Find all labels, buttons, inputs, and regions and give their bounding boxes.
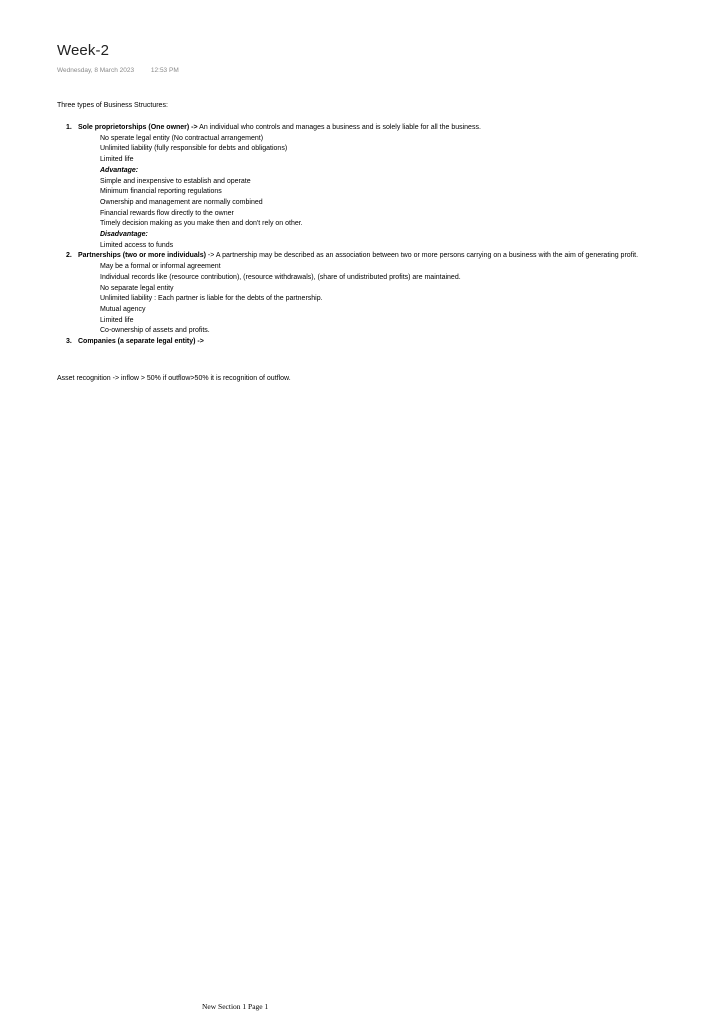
point-item: Financial rewards flow directly to the owner	[100, 209, 234, 217]
point-item: Simple and inexpensive to establish and operate	[100, 177, 251, 185]
point-item: Unlimited liability : Each partner is liable for the debts of the partnership.	[100, 295, 323, 303]
structure-number: 2.	[66, 252, 72, 260]
page-footer: New Section 1 Page 1	[202, 1002, 269, 1011]
point-item: Timely decision making as you make then and don't rely on other.	[100, 220, 303, 228]
point-subheading: Disadvantage:	[100, 231, 148, 239]
point-item: Limited access to funds	[100, 241, 174, 249]
page-time: 12:53 PM	[150, 67, 179, 74]
point-item: Individual records like (resource contribution), (resource withdrawals), (share of undistributed profits) are maintained.	[100, 273, 461, 281]
point-item: Ownership and management are normally combined	[100, 198, 263, 206]
business-structures-list	[66, 123, 638, 348]
intro-text: Three types of Business Structures:	[57, 102, 168, 109]
page-date: Wednesday, 8 March 2023	[57, 67, 135, 74]
structure-item	[66, 123, 638, 134]
structure-description: -> A partnership may be described as an association between two or more persons carrying on a business with the aim of generating profit.	[205, 252, 639, 260]
structure-heading: Partnerships (two or more individuals)	[78, 252, 206, 260]
point-item: Limited life	[100, 156, 134, 164]
page-title: Week-2	[57, 42, 110, 59]
point-item: Limited life	[100, 316, 134, 324]
point-item: No sperate legal entity (No contractual arrangement)	[100, 134, 264, 142]
point-item: Minimum financial reporting regulations	[100, 188, 222, 196]
point-item: Unlimited liability (fully responsible for debts and obligations)	[100, 145, 288, 153]
page-meta	[57, 67, 179, 74]
structure-item	[66, 337, 638, 348]
structure-item	[66, 251, 638, 262]
structure-description: An individual who controls and manages a business and is solely liable for all the business.	[197, 124, 481, 131]
point-item: No separate legal entity	[100, 284, 174, 292]
point-item: Co-ownership of assets and profits.	[100, 327, 210, 335]
structure-heading: Sole proprietorships (One owner) ->	[78, 124, 198, 131]
point-item: May be a formal or informal agreement	[100, 263, 221, 271]
asset-recognition-note: Asset recognition -> inflow > 50% if outflow>50% it is recognition of outflow.	[57, 375, 291, 382]
structure-heading: Companies (a separate legal entity) ->	[78, 338, 204, 346]
structure-number: 1.	[66, 124, 72, 131]
point-subheading: Advantage:	[100, 166, 139, 174]
point-item: Mutual agency	[100, 305, 146, 313]
structure-number: 3.	[66, 338, 72, 346]
